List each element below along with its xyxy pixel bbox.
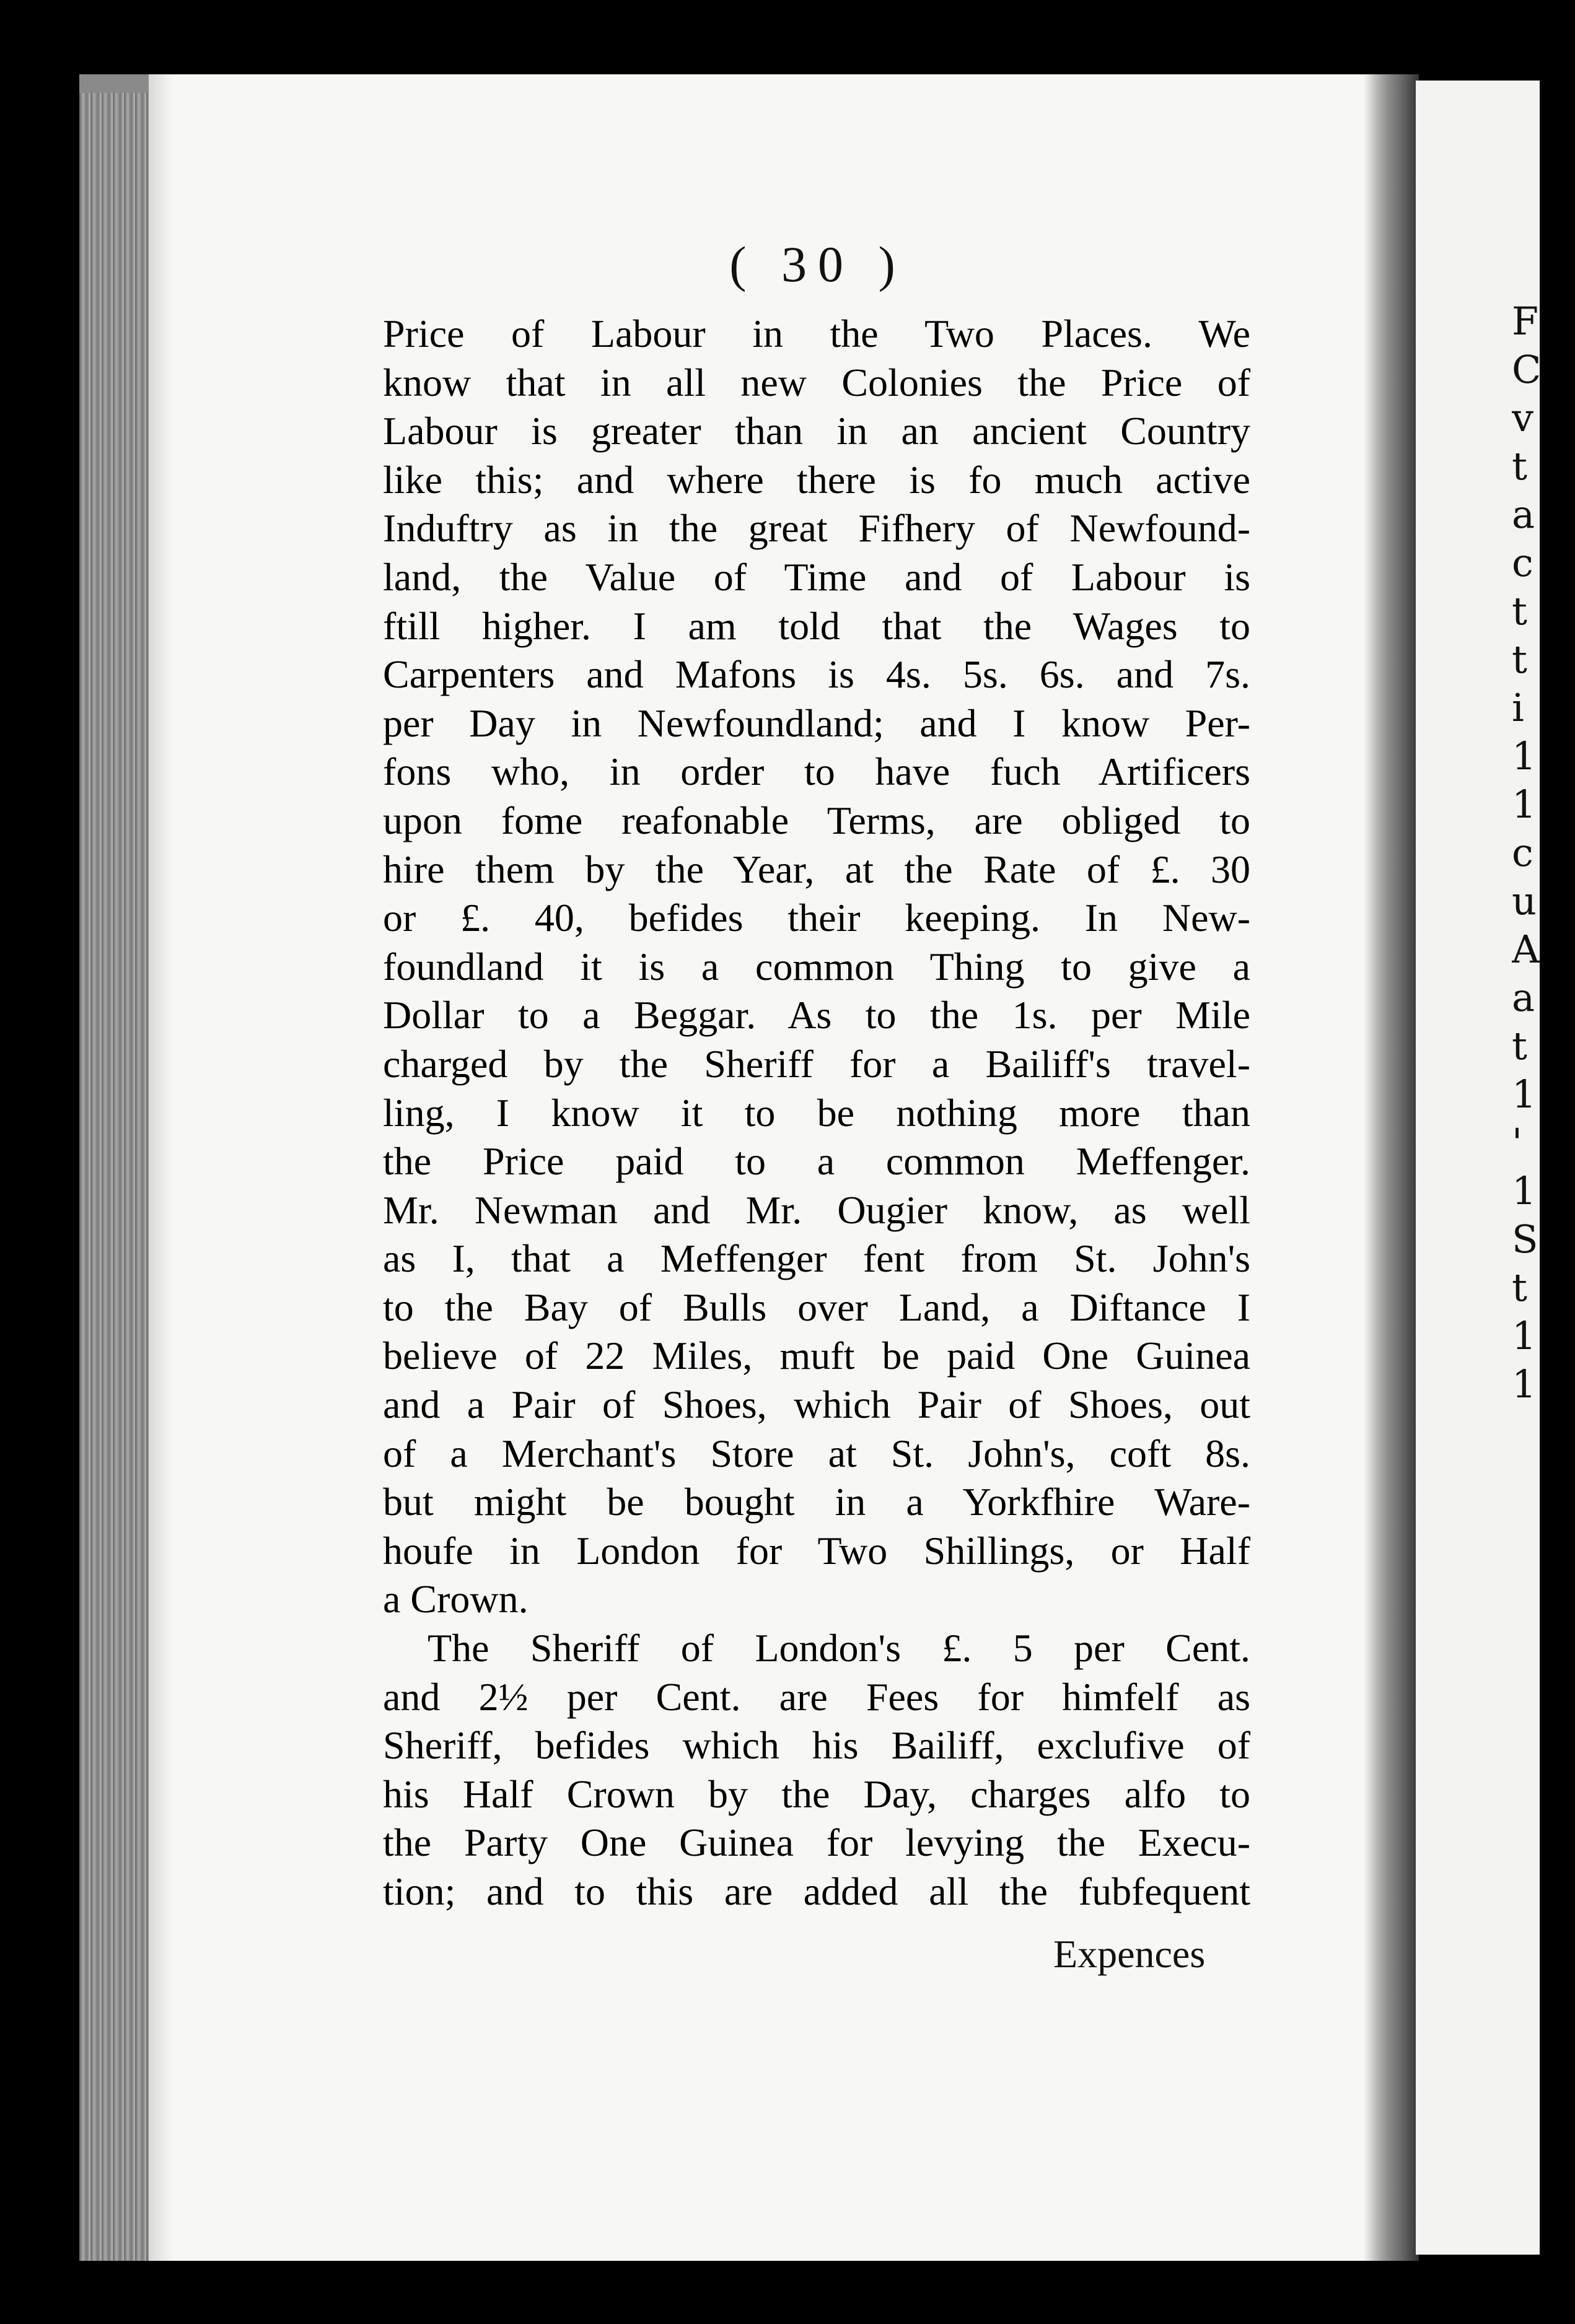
page-number: ( 30 ) [729, 236, 906, 292]
text-line: or £. 40, befides their keeping. In New- [383, 896, 1250, 940]
text-line: like this; and where there is fo much active [383, 457, 1250, 502]
body-text [383, 310, 1250, 1916]
text-line: ling, I know it to be nothing more than [383, 1090, 1250, 1135]
text-line: and 2½ per Cent. are Fees for himfelf as [383, 1674, 1250, 1719]
facing-page-letters: F C v t a c t t i 1 1 c u A a t 1 ' 1 S t 1 1 [1512, 299, 1542, 1407]
text-line: believe of 22 Miles, muft be paid One Guinea [383, 1334, 1250, 1378]
text-line: his Half Crown by the Day, charges alfo to [383, 1771, 1250, 1816]
text-line: as I, that a Meffenger fent from St. John's [383, 1236, 1250, 1281]
gutter-shadow [1363, 74, 1419, 2261]
text-line: ftill higher. I am told that the Wages to [383, 603, 1250, 648]
text-line: Induftry as in the great Fifhery of Newfound- [383, 506, 1250, 551]
text-line: to the Bay of Bulls over Land, a Diftance I [383, 1285, 1250, 1329]
text-line: Sheriff, befides which his Bailiff, exclufive of [383, 1723, 1250, 1768]
text-line: tion; and to this are added all the fubfequent [383, 1869, 1250, 1913]
text-line: the Party One Guinea for levying the Execu- [383, 1820, 1250, 1865]
text-line: a Crown. [383, 1577, 529, 1622]
page-edge [79, 93, 149, 2261]
text-line: land, the Value of Time and of Labour is [383, 554, 1250, 599]
text-line: The Sheriff of London's £. 5 per Cent. [428, 1626, 1250, 1671]
text-line: Carpenters and Mafons is 4s. 5s. 6s. and 7s. [383, 652, 1250, 697]
text-line: but might be bought in a Yorkfhire Ware- [383, 1480, 1250, 1524]
text-line: Labour is greater than in an ancient Country [383, 409, 1250, 453]
text-line: Price of Labour in the Two Places. We [383, 312, 1250, 356]
text-line: foundland it is a common Thing to give a [383, 944, 1250, 989]
text-line: per Day in Newfoundland; and I know Per- [383, 701, 1250, 745]
catchword: Expences [1053, 1932, 1206, 1976]
text-line: houfe in London for Two Shillings, or Half [383, 1528, 1250, 1573]
text-line: of a Merchant's Store at St. John's, coft 8s. [383, 1431, 1250, 1475]
text-line: Mr. Newman and Mr. Ougier know, as well [383, 1187, 1250, 1232]
text-line: the Price paid to a common Meffenger. [383, 1139, 1250, 1184]
text-line: fons who, in order to have fuch Artificers [383, 749, 1250, 794]
text-line: and a Pair of Shoes, which Pair of Shoes, out [383, 1383, 1250, 1427]
text-line: Dollar to a Beggar. As to the 1s. per Mile [383, 993, 1250, 1038]
text-line: upon fome reafonable Terms, are obliged to [383, 798, 1250, 842]
text-line: know that in all new Colonies the Price of [383, 360, 1250, 404]
text-line: charged by the Sheriff for a Bailiff's travel- [383, 1041, 1250, 1086]
text-line: hire them by the Year, at the Rate of £. 30 [383, 847, 1250, 891]
